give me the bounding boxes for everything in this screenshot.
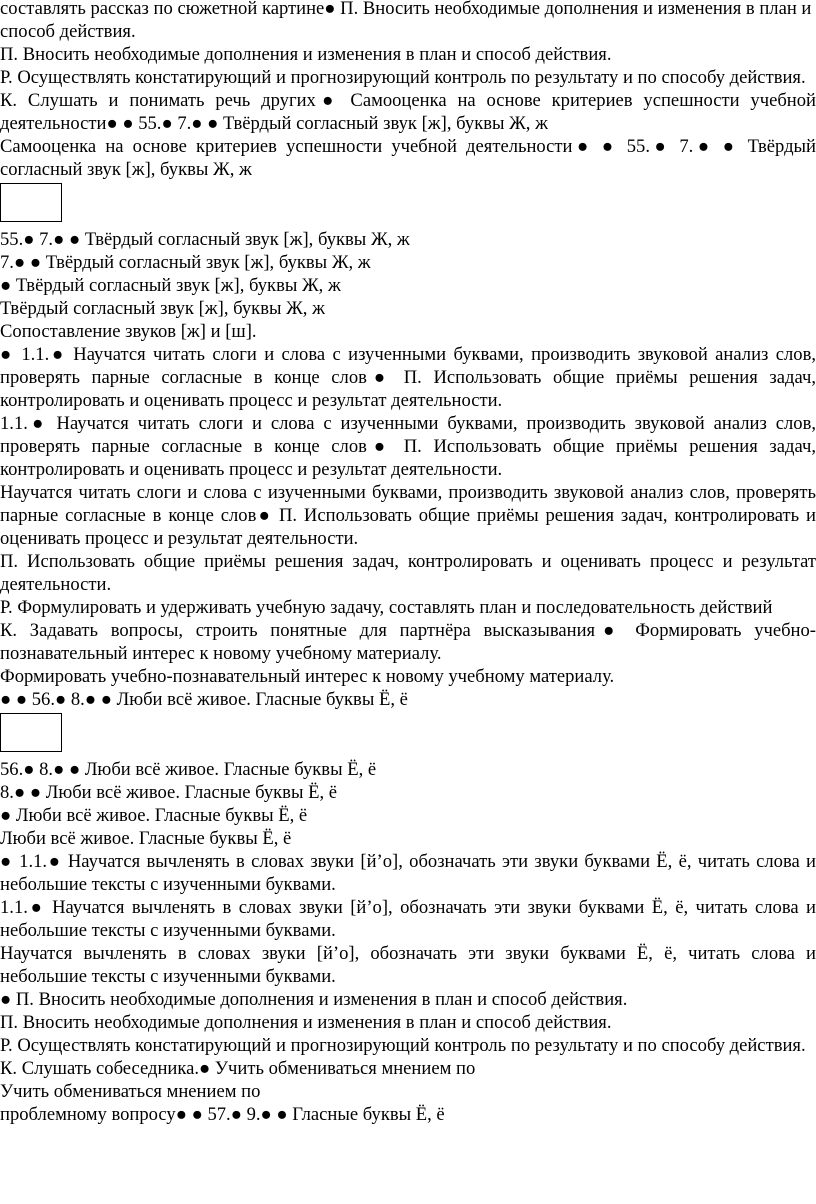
document-paragraph: 55.● 7.● ● Твёрдый согласный звук [ж], буквы Ж, ж xyxy=(0,229,410,250)
document-paragraph: ● П. Вносить необходимые дополнения и изменения в план и способ действия. xyxy=(0,989,628,1010)
document-paragraph: Учить обмениваться мнением по xyxy=(0,1081,261,1102)
document-paragraph: П. Использовать общие приёмы решения задач, контролировать и оценивать процесс и результат деятельности. xyxy=(0,551,816,595)
document-paragraph: К. Слушать и понимать речь других● Самооценка на основе критериев успешности учебной деятельности● ● 55.● 7.● ● Твёрдый согласный звук [ж], буквы Ж, ж xyxy=(0,90,816,134)
document-paragraph: Формировать учебно-познавательный интерес к новому учебному материалу. xyxy=(0,666,615,687)
document-paragraph: Научатся вычленять в словах звуки [й’о], обозначать эти звуки буквами Ё, ё, читать слова и небольшие тексты с изученными буквами. xyxy=(0,943,816,987)
document-paragraph: 8.● ● Люби всё живое. Гласные буквы Ё, ё xyxy=(0,782,338,803)
document-paragraph: ● Люби всё живое. Гласные буквы Ё, ё xyxy=(0,805,308,826)
document-paragraph: проблемному вопросу● ● 57.● 9.● ● Гласные буквы Ё, ё xyxy=(0,1104,445,1125)
document-paragraph: Твёрдый согласный звук [ж], буквы Ж, ж xyxy=(0,298,325,319)
document-paragraph: 7.● ● Твёрдый согласный звук [ж], буквы Ж, ж xyxy=(0,252,371,273)
document-paragraph: К. Задавать вопросы, строить понятные для партнёра высказывания● Формировать учебно-познавательный интерес к новому учебному материалу. xyxy=(0,620,816,664)
document-paragraph: П. Вносить необходимые дополнения и изменения в план и способ действия. xyxy=(0,1012,612,1033)
document-paragraph: Р. Формулировать и удерживать учебную задачу, составлять план и последовательность действий xyxy=(0,597,773,618)
document-paragraph: Научатся читать слоги и слова с изученными буквами, производить звуковой анализ слов, проверять парные согласные в конце слов● П. Использовать общие приёмы решения задач, контролировать и оценивать процесс и результат деятельности. xyxy=(0,482,816,549)
document-paragraph: Люби всё живое. Гласные буквы Ё, ё xyxy=(0,828,292,849)
document-paragraph: ● 1.1.● Научатся читать слоги и слова с изученными буквами, производить звуковой анализ слов, проверять парные согласные в конце слов● П. Использовать общие приёмы решения задач, контролировать и оценивать процесс и результат деятельности. xyxy=(0,344,816,411)
empty-table-cell-box xyxy=(0,183,62,222)
document-paragraph: 1.1.● Научатся читать слоги и слова с изученными буквами, производить звуковой анализ слов, проверять парные согласные в конце слов● П. Использовать общие приёмы решения задач, контролировать и оценивать процесс и результат деятельности. xyxy=(0,413,816,480)
document-paragraph: Р. Осуществлять констатирующий и прогнозирующий контроль по результату и по способу действия. xyxy=(0,67,806,88)
document-paragraph: К. Слушать собеседника.● Учить обмениваться мнением по xyxy=(0,1058,476,1079)
document-paragraph: ● ● 56.● 8.● ● Люби всё живое. Гласные буквы Ё, ё xyxy=(0,689,408,710)
document-paragraph: Р. Осуществлять констатирующий и прогнозирующий контроль по результату и по способу действия. xyxy=(0,1035,806,1056)
document-paragraph: ● Твёрдый согласный звук [ж], буквы Ж, ж xyxy=(0,275,341,296)
document-paragraph: составлять рассказ по сюжетной картине● П. Вносить необходимые дополнения и изменения в план и способ действия. xyxy=(0,0,812,42)
document-paragraph: П. Вносить необходимые дополнения и изменения в план и способ действия. xyxy=(0,44,612,65)
document-paragraph: 1.1.● Научатся вычленять в словах звуки [й’о], обозначать эти звуки буквами Ё, ё, читать слова и небольшие тексты с изученными буквами. xyxy=(0,897,816,941)
empty-table-cell-box xyxy=(0,713,62,752)
document-paragraph: Сопоставление звуков [ж] и [ш]. xyxy=(0,321,257,342)
document-paragraph: 56.● 8.● ● Люби всё живое. Гласные буквы Ё, ё xyxy=(0,759,377,780)
document-paragraph: Самооценка на основе критериев успешности учебной деятельности● ● 55.● 7.● ● Твёрдый согласный звук [ж], буквы Ж, ж xyxy=(0,136,816,180)
document-paragraph: ● 1.1.● Научатся вычленять в словах звуки [й’о], обозначать эти звуки буквами Ё, ё, читать слова и небольшие тексты с изученными буквами. xyxy=(0,851,816,895)
